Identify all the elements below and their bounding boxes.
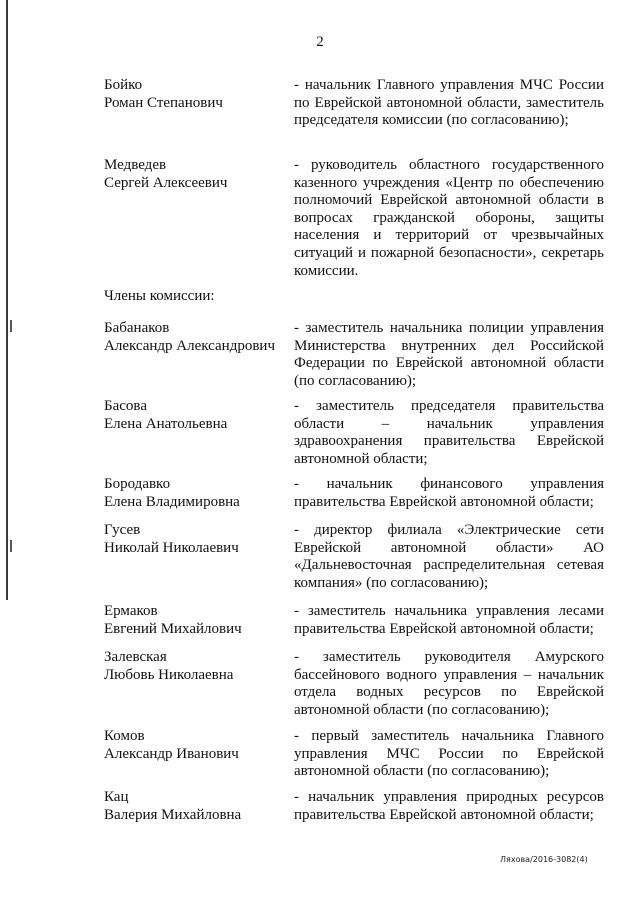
person-role: - заместитель начальника управления лесами правительства Еврейской автономной области; <box>294 603 604 637</box>
last-name: Бойко <box>104 77 143 93</box>
first-middle-name: Роман Степанович <box>104 94 223 111</box>
last-name: Бородавко <box>104 476 171 492</box>
scan-edge-mark <box>10 540 12 552</box>
person-name <box>104 728 284 763</box>
first-middle-name: Елена Владимировна <box>104 493 240 510</box>
first-middle-name: Александр Иванович <box>104 745 239 762</box>
person-name <box>104 398 284 433</box>
first-middle-name: Николай Николаевич <box>104 539 239 556</box>
person-role: - директор филиала «Электрические сети Еврейской автономной области» АО «Дальневосточная распределительная сетевая компания» (по согласованию); <box>294 522 604 591</box>
last-name: Комов <box>104 728 145 744</box>
first-middle-name: Сергей Алексеевич <box>104 174 228 191</box>
document-code: Ляхова/2016-3082(4) <box>500 855 588 864</box>
last-name: Басова <box>104 398 147 414</box>
person-name <box>104 157 284 192</box>
last-name: Кац <box>104 789 129 805</box>
person-name <box>104 603 284 638</box>
person-name <box>104 476 284 511</box>
last-name: Медведев <box>104 157 167 173</box>
first-middle-name: Александр Александрович <box>104 337 275 354</box>
page-number: 2 <box>316 34 324 50</box>
first-middle-name: Валерия Михайловна <box>104 806 242 823</box>
person-name <box>104 789 284 824</box>
first-middle-name: Евгений Михайлович <box>104 620 242 637</box>
person-role: - начальник финансового управления правительства Еврейской автономной области; <box>294 476 604 510</box>
last-name: Гусев <box>104 522 141 538</box>
person-role: - заместитель начальника полиции управления Министерства внутренних дел Российской Федерации по Еврейской автономной области (по согласованию); <box>294 320 604 389</box>
person-name <box>104 320 284 355</box>
person-role: - заместитель руководителя Амурского бассейнового водного управления – начальник отдела водных ресурсов по Еврейской автономной области (по согласованию); <box>294 649 604 718</box>
person-name <box>104 649 284 684</box>
last-name: Бабанаков <box>104 320 170 336</box>
first-middle-name: Любовь Николаевна <box>104 666 234 683</box>
last-name: Ермаков <box>104 603 158 619</box>
person-name <box>104 77 284 112</box>
person-role: - начальник Главного управления МЧС России по Еврейской автономной области, заместитель председателя комиссии (по согласованию); <box>294 77 604 129</box>
person-role: - заместитель председателя правительства области – начальник управления здравоохранения правительства Еврейской автономной области; <box>294 398 604 467</box>
first-middle-name: Елена Анатольевна <box>104 415 228 432</box>
person-role: - руководитель областного государственного казенного учреждения «Центр по обеспечению полномочий Еврейской автономной области в вопросах гражданской обороны, защиты населения и территорий от чрезвычайных ситуаций и пожарной безопасности», секретарь комиссии. <box>294 157 604 279</box>
members-heading: Члены комиссии: <box>104 288 215 304</box>
person-role: - начальник управления природных ресурсов правительства Еврейской автономной области; <box>294 789 604 823</box>
person-name <box>104 522 284 557</box>
person-role: - первый заместитель начальника Главного управления МЧС России по Еврейской автономной области (по согласованию); <box>294 728 604 780</box>
last-name: Залевская <box>104 649 167 665</box>
scan-edge-mark <box>10 320 12 332</box>
scan-edge-line <box>6 0 8 600</box>
